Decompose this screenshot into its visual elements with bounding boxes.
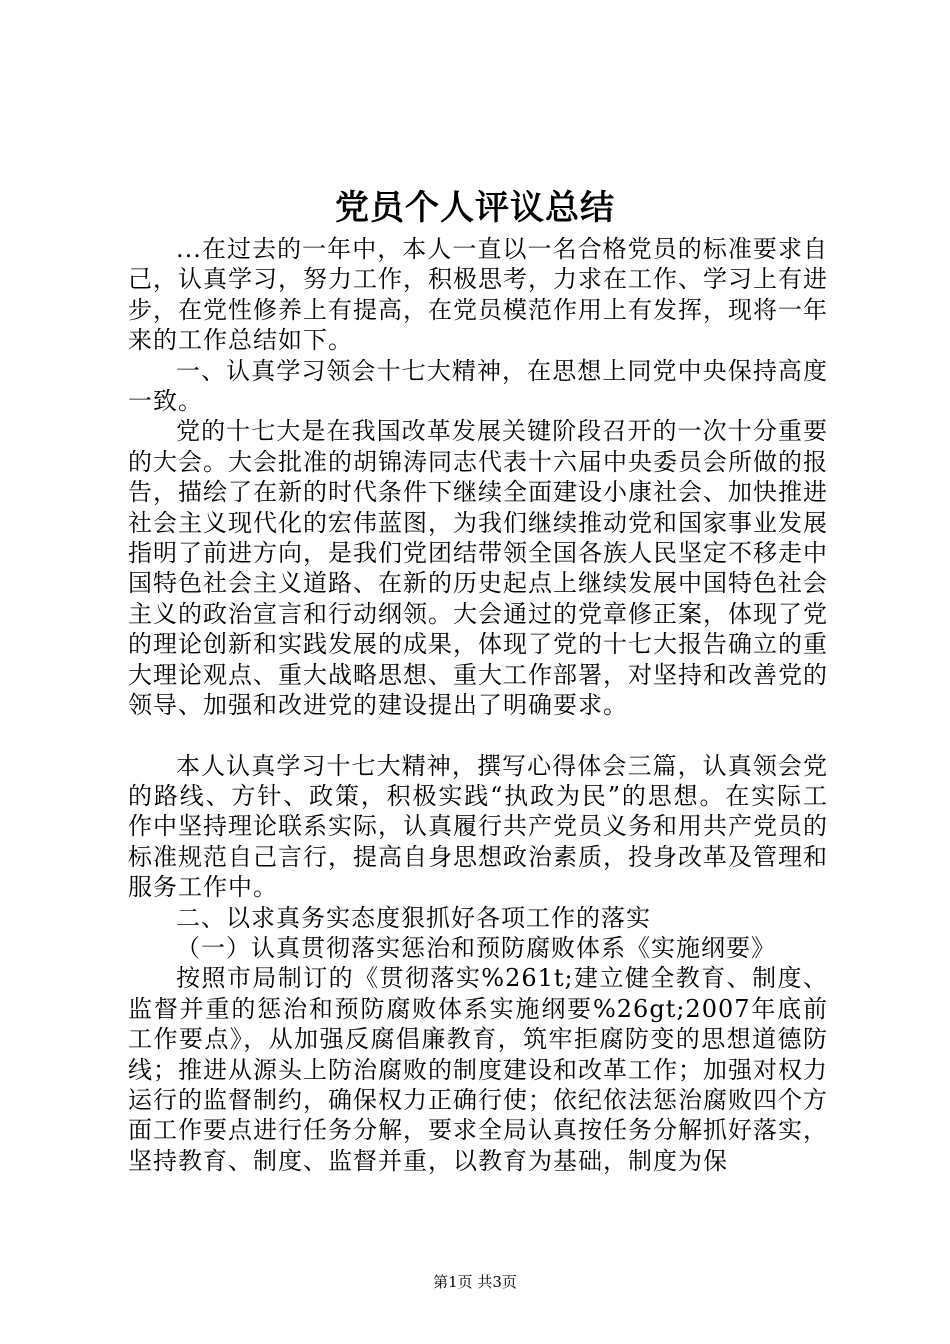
page-footer: 第1页 共3页 (433, 1273, 517, 1291)
subsection-heading-1: （一）认真贯彻落实惩治和预防腐败体系《实施纲要》 (176, 933, 776, 962)
document-title: 党员个人评议总结 (335, 188, 615, 228)
document-body (128, 234, 828, 1176)
paragraph-personal-study: 本人认真学习十七大精神，撰写心得体会三篇，认真领会党的路线、方针、政策，积极实践“执政为民”的思想。在实际工作中坚持理论联系实际，认真履行共产党员义务和用共产党员的标准规范自己言行，提高自身思想政治素质，投身改革及管理和服务工作中。 (128, 751, 828, 902)
section-heading-2: 二、以求真务实态度狠抓好各项工作的落实 (176, 903, 651, 932)
section-heading-1: 一、认真学习领会十七大精神，在思想上同党中央保持高度一致。 (128, 356, 828, 416)
paragraph-intro: ...在过去的一年中，本人一直以一名合格党员的标准要求自己，认真学习，努力工作，积极思考，力求在工作、学习上有进步，在党性修养上有提高，在党员模范作用上有发挥，现将一年来的工作总结如下。 (128, 235, 828, 355)
paragraph-congress: 党的十七大是在我国改革发展关键阶段召开的一次十分重要的大会。大会批准的胡锦涛同志代表十六届中央委员会所做的报告，描绘了在新的时代条件下继续全面建设小康社会、加快推进社会主义现代化的宏伟蓝图，为我们继续推动党和国家事业发展指明了前进方向，是我们党团结带领全国各族人民坚定不移走中国特色社会主义道路、在新的历史起点上继续发展中国特色社会主义的政治宣言和行动纲领。大会通过的党章修正案，体现了党的理论创新和实践发展的成果，体现了党的十七大报告确立的重大理论观点、重大战略思想、重大工作部署，对坚持和改善党的领导、加强和改进党的建设提出了明确要求。 (128, 417, 828, 720)
paragraph-anticorruption: 按照市局制订的《贯彻落实%261t;建立健全教育、制度、监督并重的惩治和预防腐败体系实施纲要%26gt;2007年底前工作要点》，从加强反腐倡廉教育，筑牢拒腐防变的思想道德防线；推进从源头上防治腐败的制度建设和改革工作；加强对权力运行的监督制约，确保权力正确行使；依纪依法惩治腐败四个方面工作要点进行任务分解，要求全局认真按任务分解抓好落实，坚持教育、制度、监督并重，以教育为基础，制度为保 (128, 964, 828, 1175)
